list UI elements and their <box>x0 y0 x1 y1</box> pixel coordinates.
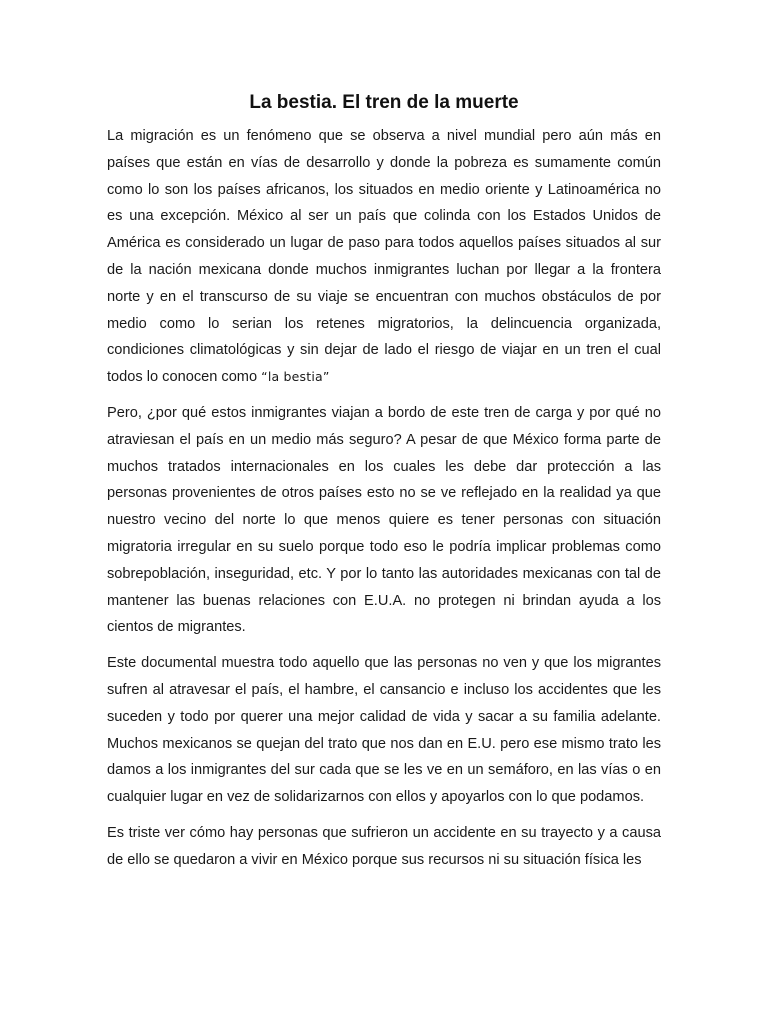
document-title: La bestia. El tren de la muerte <box>249 92 519 113</box>
paragraph-1 <box>107 123 661 391</box>
paragraph-4: Es triste ver cómo hay personas que sufrieron un accidente en su trayecto y a causa de ello se quedaron a vivir en México porque sus recursos ni su situación física les <box>107 824 661 868</box>
paragraph-2: Pero, ¿por qué estos inmigrantes viajan a bordo de este tren de carga y por qué no atraviesan el país en un medio más seguro? A pesar de que México forma parte de muchos tratados internacionales en los cuales les debe dar protección a las personas provenientes de otros países esto no se ve reflejado en la realidad ya que nuestro vecino del norte lo que menos quiere es tener personas con situación migratoria irregular en su suelo porque todo eso le podría implicar problemas como sobrepoblación, inseguridad, etc. Y por lo tanto las autoridades mexicanas con tal de mantener las buenas relaciones con E.U.A. no protegen ni brindan ayuda a los cientos de migrantes. <box>107 404 661 636</box>
paragraph-1-text: La migración es un fenómeno que se observa a nivel mundial pero aún más en países que están en vías de desarrollo y donde la pobreza es sumamente común como lo son los países africanos, los situados en medio oriente y Latinoamérica no es una excepción. México al ser un país que colinda con los Estados Unidos de América es considerado un lugar de paso para todos aquellos países situados al sur de la nación mexicana donde muchos inmigrantes luchan por llegar a la frontera norte y en el transcurso de su viaje se encuentran con muchos obstáculos de por medio como lo serian los retenes migratorios, la delincuencia organizada, condiciones climatológicas y sin dejar de lado el riesgo de viajar en un tren el cual todos lo conocen como <box>107 128 661 386</box>
paragraph-3: Este documental muestra todo aquello que las personas no ven y que los migrantes sufren al atravesar el país, el hambre, el cansancio e incluso los accidentes que les suceden y todo por querer una mejor calidad de vida y sacar a su familia adelante. Muchos mexicanos se quejan del trato que nos dan en E.U. pero ese mismo trato les damos a los inmigrantes del sur cada que se les ve en un semáforo, en las vías o en cualquier lugar en vez de solidarizarnos con ellos y apoyarlos con lo que podamos. <box>107 655 661 806</box>
document-body <box>107 123 661 883</box>
paragraph-1-quote: “la bestia” <box>261 369 330 385</box>
